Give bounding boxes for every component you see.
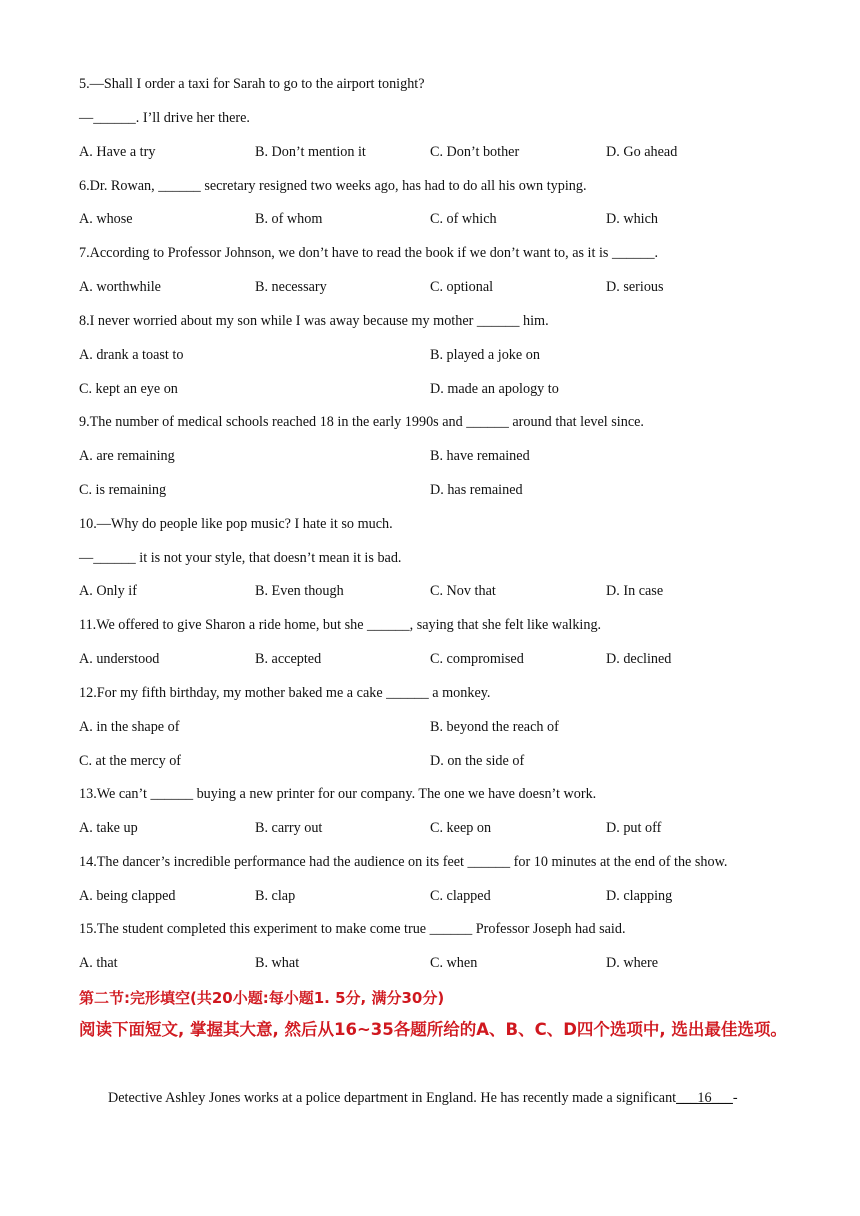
- question-8-stem: 8.I never worried about my son while I was away because my mother ______ him.: [79, 313, 549, 329]
- passage-text: Detective Ashley Jones works at a police department in England. He has recently made a significant: [108, 1090, 677, 1106]
- question-10-reply: —______ it is not your style, that doesn’t mean it is bad.: [79, 550, 402, 566]
- question-9-option-d: D. has remained: [430, 482, 523, 498]
- question-10-option-c: C. Nov that: [430, 583, 496, 599]
- question-7-option-d: D. serious: [606, 279, 664, 295]
- question-5-stem: 5.—Shall I order a taxi for Sarah to go to the airport tonight?: [79, 76, 425, 92]
- question-11-option-c: C. compromised: [430, 651, 524, 667]
- question-11-option-d: D. declined: [606, 651, 672, 667]
- question-13-stem: 13.We can’t ______ buying a new printer for our company. The one we have doesn’t work.: [79, 786, 597, 802]
- question-13-option-b: B. carry out: [255, 820, 323, 836]
- passage-first-line: [108, 1089, 738, 1107]
- question-12-option-b: B. beyond the reach of: [430, 719, 559, 735]
- question-13-option-d: D. put off: [606, 820, 662, 836]
- question-7-stem: 7.According to Professor Johnson, we don’t have to read the book if we don’t want to, as it is ______.: [79, 245, 659, 261]
- question-13-option-c: C. keep on: [430, 820, 492, 836]
- question-15-option-a: A. that: [79, 955, 118, 971]
- question-5-option-c: C. Don’t bother: [430, 144, 520, 160]
- question-14-option-a: A. being clapped: [79, 888, 176, 904]
- question-11-option-b: B. accepted: [255, 651, 322, 667]
- question-5-option-d: D. Go ahead: [606, 144, 678, 160]
- question-15-stem: 15.The student completed this experiment to make come true ______ Professor Joseph had said.: [79, 921, 626, 937]
- section-instruction: 阅读下面短文, 掌握其大意, 然后从16~35各题所给的A、B、C、D四个选项中, 选出最佳选项。: [79, 1020, 787, 1039]
- question-5-reply: —______. I’ll drive her there.: [79, 110, 250, 126]
- question-8-option-a: A. drank a toast to: [79, 347, 184, 363]
- question-14-option-d: D. clapping: [606, 888, 673, 904]
- question-10-option-b: B. Even though: [255, 583, 344, 599]
- question-15-option-c: C. when: [430, 955, 478, 971]
- question-12-option-a: A. in the shape of: [79, 719, 180, 735]
- question-5-option-a: A. Have a try: [79, 144, 156, 160]
- question-9-option-c: C. is remaining: [79, 482, 167, 498]
- question-9-stem: 9.The number of medical schools reached 18 in the early 1990s and ______ around that level since.: [79, 414, 644, 430]
- question-5-option-b: B. Don’t mention it: [255, 144, 366, 160]
- question-7-option-b: B. necessary: [255, 279, 327, 295]
- question-12-option-c: C. at the mercy of: [79, 753, 182, 769]
- question-6-option-d: D. which: [606, 211, 659, 227]
- question-14-stem: 14.The dancer’s incredible performance had the audience on its feet ______ for 10 minutes at the end of the show.: [79, 854, 728, 870]
- question-8-option-d: D. made an apology to: [430, 381, 559, 397]
- question-14-option-c: C. clapped: [430, 888, 491, 904]
- question-11-option-a: A. understood: [79, 651, 160, 667]
- question-14-option-b: B. clap: [255, 888, 296, 904]
- question-6-stem: 6.Dr. Rowan, ______ secretary resigned two weeks ago, has had to do all his own typing.: [79, 178, 587, 194]
- question-13-option-a: A. take up: [79, 820, 138, 836]
- question-15-option-d: D. where: [606, 955, 658, 971]
- question-10-stem: 10.—Why do people like pop music? I hate it so much.: [79, 516, 393, 532]
- section-heading: 第二节:完形填空(共20小题:每小题1. 5分, 满分30分): [79, 989, 445, 1007]
- passage-trail: -: [732, 1090, 738, 1106]
- question-11-stem: 11.We offered to give Sharon a ride home, but she ______, saying that she felt like walking.: [79, 617, 602, 633]
- question-7-option-c: C. optional: [430, 279, 494, 295]
- question-10-option-d: D. In case: [606, 583, 664, 599]
- question-6-option-b: B. of whom: [255, 211, 323, 227]
- question-12-stem: 12.For my fifth birthday, my mother baked me a cake ______ a monkey.: [79, 685, 491, 701]
- question-12-option-d: D. on the side of: [430, 753, 525, 769]
- question-7-option-a: A. worthwhile: [79, 279, 161, 295]
- blank-16: ___16___: [676, 1090, 733, 1106]
- question-6-option-a: A. whose: [79, 211, 133, 227]
- question-10-option-a: A. Only if: [79, 583, 137, 599]
- question-9-option-a: A. are remaining: [79, 448, 175, 464]
- question-6-option-c: C. of which: [430, 211, 497, 227]
- question-15-option-b: B. what: [255, 955, 300, 971]
- question-8-option-c: C. kept an eye on: [79, 381, 178, 397]
- question-9-option-b: B. have remained: [430, 448, 530, 464]
- question-8-option-b: B. played a joke on: [430, 347, 540, 363]
